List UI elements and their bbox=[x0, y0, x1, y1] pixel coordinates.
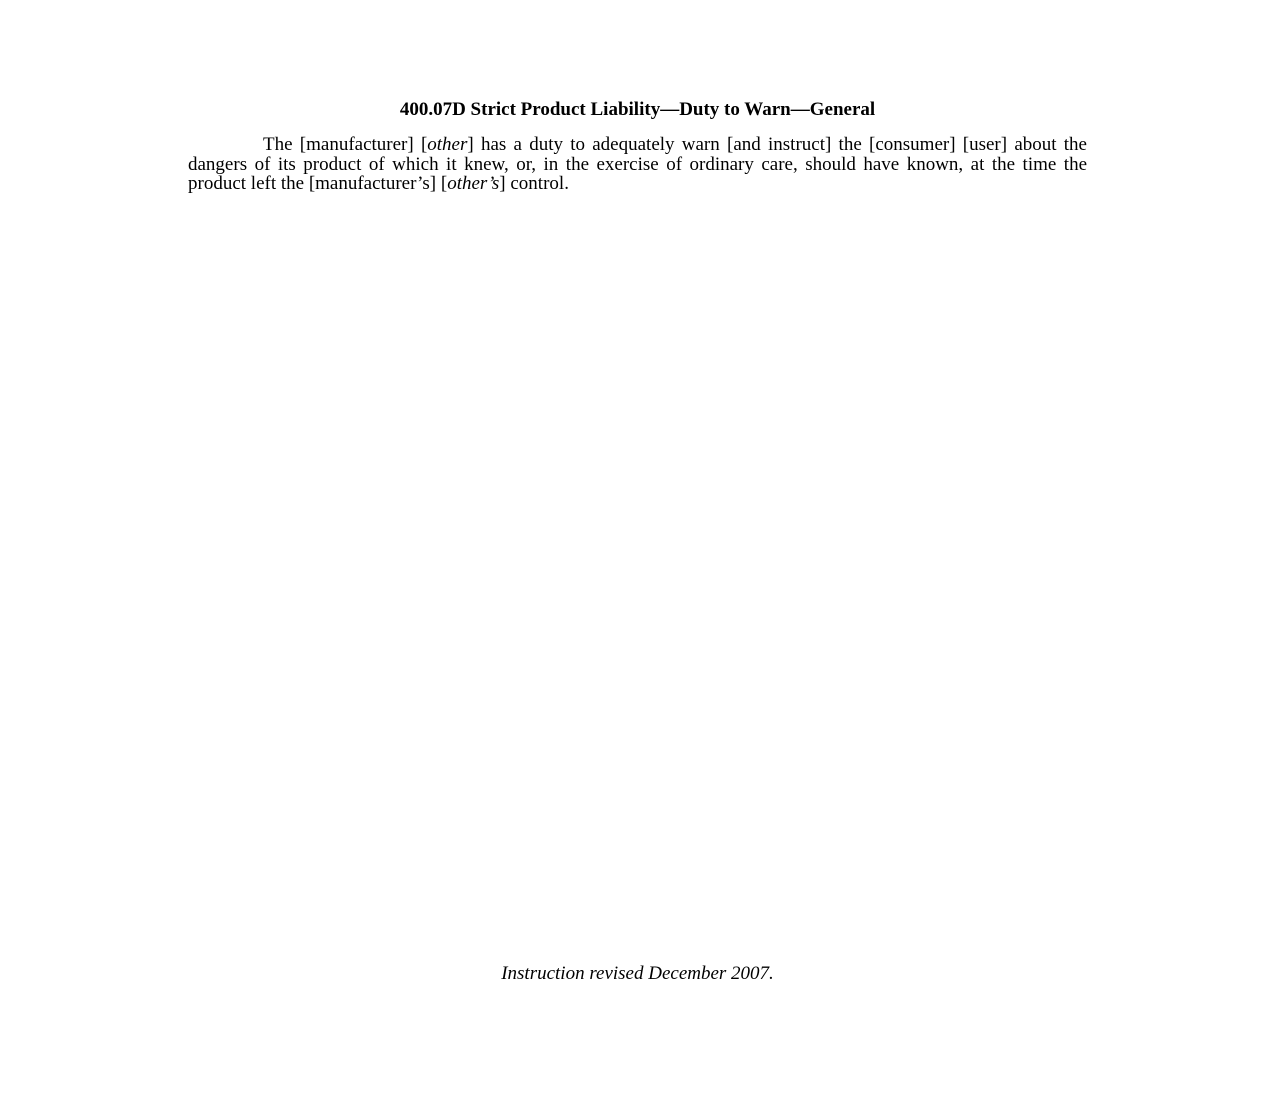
revision-note: Instruction revised December 2007. bbox=[501, 963, 774, 984]
instruction-paragraph bbox=[188, 135, 1087, 194]
paragraph-text-segment: The [manufacturer] [ bbox=[263, 134, 428, 155]
paragraph-text-segment: ] control. bbox=[499, 173, 569, 195]
paragraph-italic-segment: other’s bbox=[447, 173, 500, 195]
paragraph-italic-segment: other bbox=[427, 134, 468, 155]
paragraph-text-segment: ] has a duty to adequately warn [and instruct] the [consumer] [user] about the dangers of its product of which it knew, or, in the exercise of ordinary care, should have known, at the time the product left the [manufacturer’s] [ bbox=[188, 134, 1087, 195]
instruction-title: 400.07D Strict Product Liability—Duty to Warn—General bbox=[399, 99, 876, 120]
